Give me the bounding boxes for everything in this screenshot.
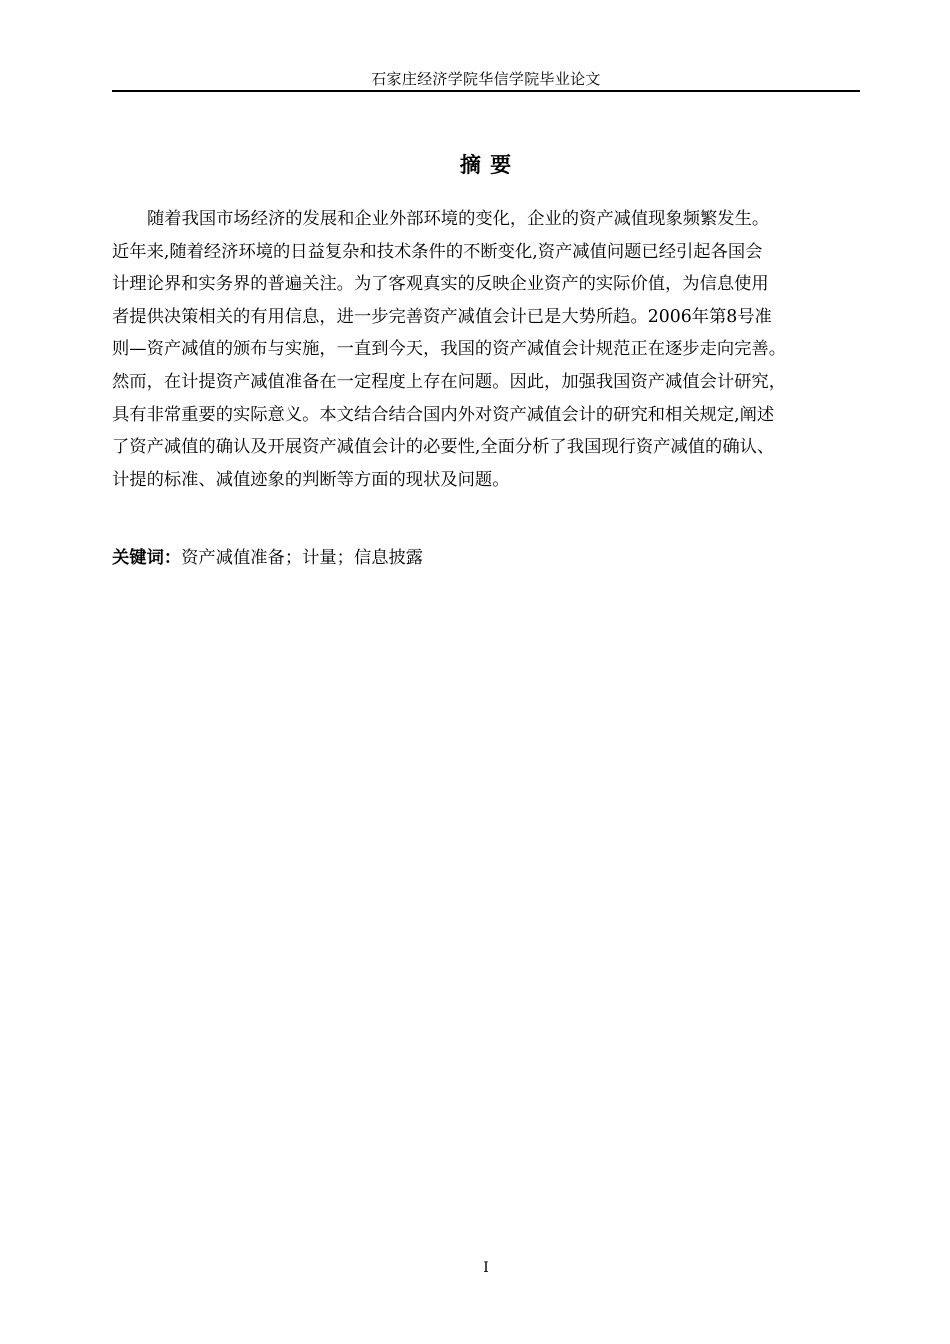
abstract-line: 近年来,随着经济环境的日益复杂和技术条件的不断变化,资产减值问题已经引起各国会 <box>112 241 763 262</box>
abstract-line: 随着我国市场经济的发展和企业外部环境的变化，企业的资产减值现象频繁发生。 <box>147 209 770 229</box>
keywords <box>112 543 423 573</box>
abstract-line: 计理论界和实务界的普遍关注。为了客观真实的反映企业资产的实际价值，为信息使用 <box>112 274 769 295</box>
page-number: I <box>483 1260 489 1276</box>
abstract-line: 计提的标准、减值迹象的判断等方面的现状及问题。 <box>112 469 510 490</box>
abstract-line: 具有非常重要的实际意义。本文结合结合国内外对资产减值会计的研究和相关规定,阐述 <box>112 404 775 425</box>
abstract-line: 者提供决策相关的有用信息，进一步完善资产减值会计已是大势所趋。2006年第8号准 <box>112 306 772 327</box>
header-title: 石家庄经济学院华信学院毕业论文 <box>371 70 601 88</box>
abstract-line: 了资产减值的确认及开展资产减值会计的必要性,全面分析了我国现行资产减值的确认、 <box>112 437 775 458</box>
abstract-title: 摘 要 <box>459 153 513 177</box>
page-header <box>112 64 860 92</box>
keywords-label: 关键词： <box>112 548 182 568</box>
keywords-value: 资产减值准备；计量；信息披露 <box>181 548 424 568</box>
abstract-body <box>112 203 862 496</box>
abstract-line: 然而，在计提资产减值准备在一定程度上存在问题。因此，加强我国资产减值会计研究， <box>112 371 786 392</box>
abstract-line: 则—资产减值的颁布与实施，一直到今天，我国的资产减值会计规范正在逐步走向完善。 <box>112 339 786 360</box>
